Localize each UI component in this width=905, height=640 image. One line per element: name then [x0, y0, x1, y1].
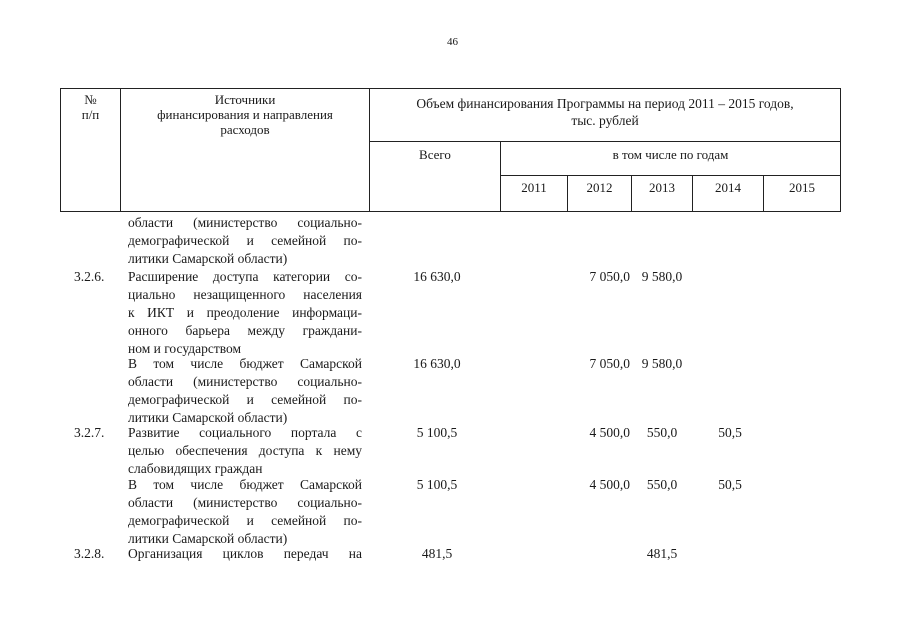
- description-line: онного барьера между граждани-: [128, 323, 362, 338]
- description-line: литики Самарской области): [128, 531, 288, 546]
- description-line: Расширение доступа категории со-: [128, 269, 362, 284]
- page-number: 46: [447, 36, 458, 48]
- cell-total: 16 630,0: [413, 356, 461, 371]
- cell-2013: 550,0: [646, 477, 678, 492]
- description-line: Организация циклов передач на: [128, 546, 362, 561]
- header-col-number-line1: №: [84, 92, 97, 107]
- table-row-description: [128, 214, 362, 268]
- description-line: демографической и семейной по-: [128, 392, 362, 407]
- header-col-volume-line1: Объем финансирования Программы на период 2011 – 2015 годов,: [416, 96, 794, 111]
- cell-2012: 4 500,0: [589, 477, 630, 492]
- header-col-source-line2: финансирования и направления: [157, 107, 333, 122]
- description-line: литики Самарской области): [128, 410, 288, 425]
- header-col-by-years: в том числе по годам: [612, 147, 729, 162]
- cell-2013: 550,0: [646, 425, 678, 440]
- table-row-description: [128, 476, 362, 548]
- description-line: демографической и семейной по-: [128, 233, 362, 248]
- cell-2013: 9 580,0: [641, 269, 683, 284]
- cell-2014: 50,5: [718, 477, 742, 492]
- header-col-source: [121, 92, 369, 137]
- header-right-border: [840, 88, 841, 212]
- header-col-total: Всего: [419, 147, 451, 162]
- header-year-2013: 2013: [649, 180, 675, 195]
- description-line: циально незащищенного населения: [128, 287, 362, 302]
- header-year-2015: 2015: [789, 180, 815, 195]
- cell-total: 5 100,5: [416, 477, 458, 492]
- cell-2013: 9 580,0: [641, 356, 683, 371]
- description-line: целью обеспечения доступа к нему: [128, 443, 362, 458]
- row-number: 3.2.8.: [74, 546, 105, 561]
- header-col-source-line3: расходов: [220, 122, 270, 137]
- table-row-description: [128, 424, 362, 478]
- description-line: Развитие социального портала с: [128, 425, 362, 440]
- header-year-2014: 2014: [715, 180, 741, 195]
- description-line: к ИКТ и преодоление информаци-: [128, 305, 362, 320]
- table-row-description: [128, 355, 362, 427]
- row-number: 3.2.7.: [74, 425, 105, 440]
- cell-2012: 7 050,0: [589, 269, 630, 284]
- header-col-source-line1: Источники: [214, 92, 276, 107]
- cell-2012: 4 500,0: [589, 425, 630, 440]
- header-col-number: [61, 92, 120, 122]
- cell-total: 5 100,5: [416, 425, 458, 440]
- header-volume-divider: [369, 141, 841, 142]
- description-line: слабовидящих граждан: [128, 461, 263, 476]
- cell-total: 16 630,0: [413, 269, 461, 284]
- description-line: области (министерство социально-: [128, 374, 362, 389]
- table-row-description: [128, 268, 362, 358]
- header-top-border: [60, 88, 841, 89]
- row-number: 3.2.6.: [74, 269, 105, 284]
- description-line: В том числе бюджет Самарской: [128, 356, 362, 371]
- header-year-2011: 2011: [521, 180, 547, 195]
- header-bottom-border: [60, 211, 841, 212]
- description-line: литики Самарской области): [128, 251, 288, 266]
- header-year-2012: 2012: [586, 180, 613, 195]
- cell-2012: 7 050,0: [589, 356, 630, 371]
- cell-total: 481,5: [421, 546, 453, 561]
- header-years-divider: [501, 175, 841, 176]
- header-col-volume: [370, 95, 840, 129]
- description-line: области (министерство социально-: [128, 215, 362, 230]
- description-line: ном и государством: [128, 341, 242, 356]
- description-line: В том числе бюджет Самарской: [128, 477, 362, 492]
- header-col-volume-line2: тыс. рублей: [571, 113, 639, 128]
- description-line: области (министерство социально-: [128, 495, 362, 510]
- table-row-description: [128, 545, 362, 563]
- cell-2013: 481,5: [646, 546, 678, 561]
- cell-2014: 50,5: [718, 425, 742, 440]
- header-col-number-line2: п/п: [81, 107, 100, 122]
- description-line: демографической и семейной по-: [128, 513, 362, 528]
